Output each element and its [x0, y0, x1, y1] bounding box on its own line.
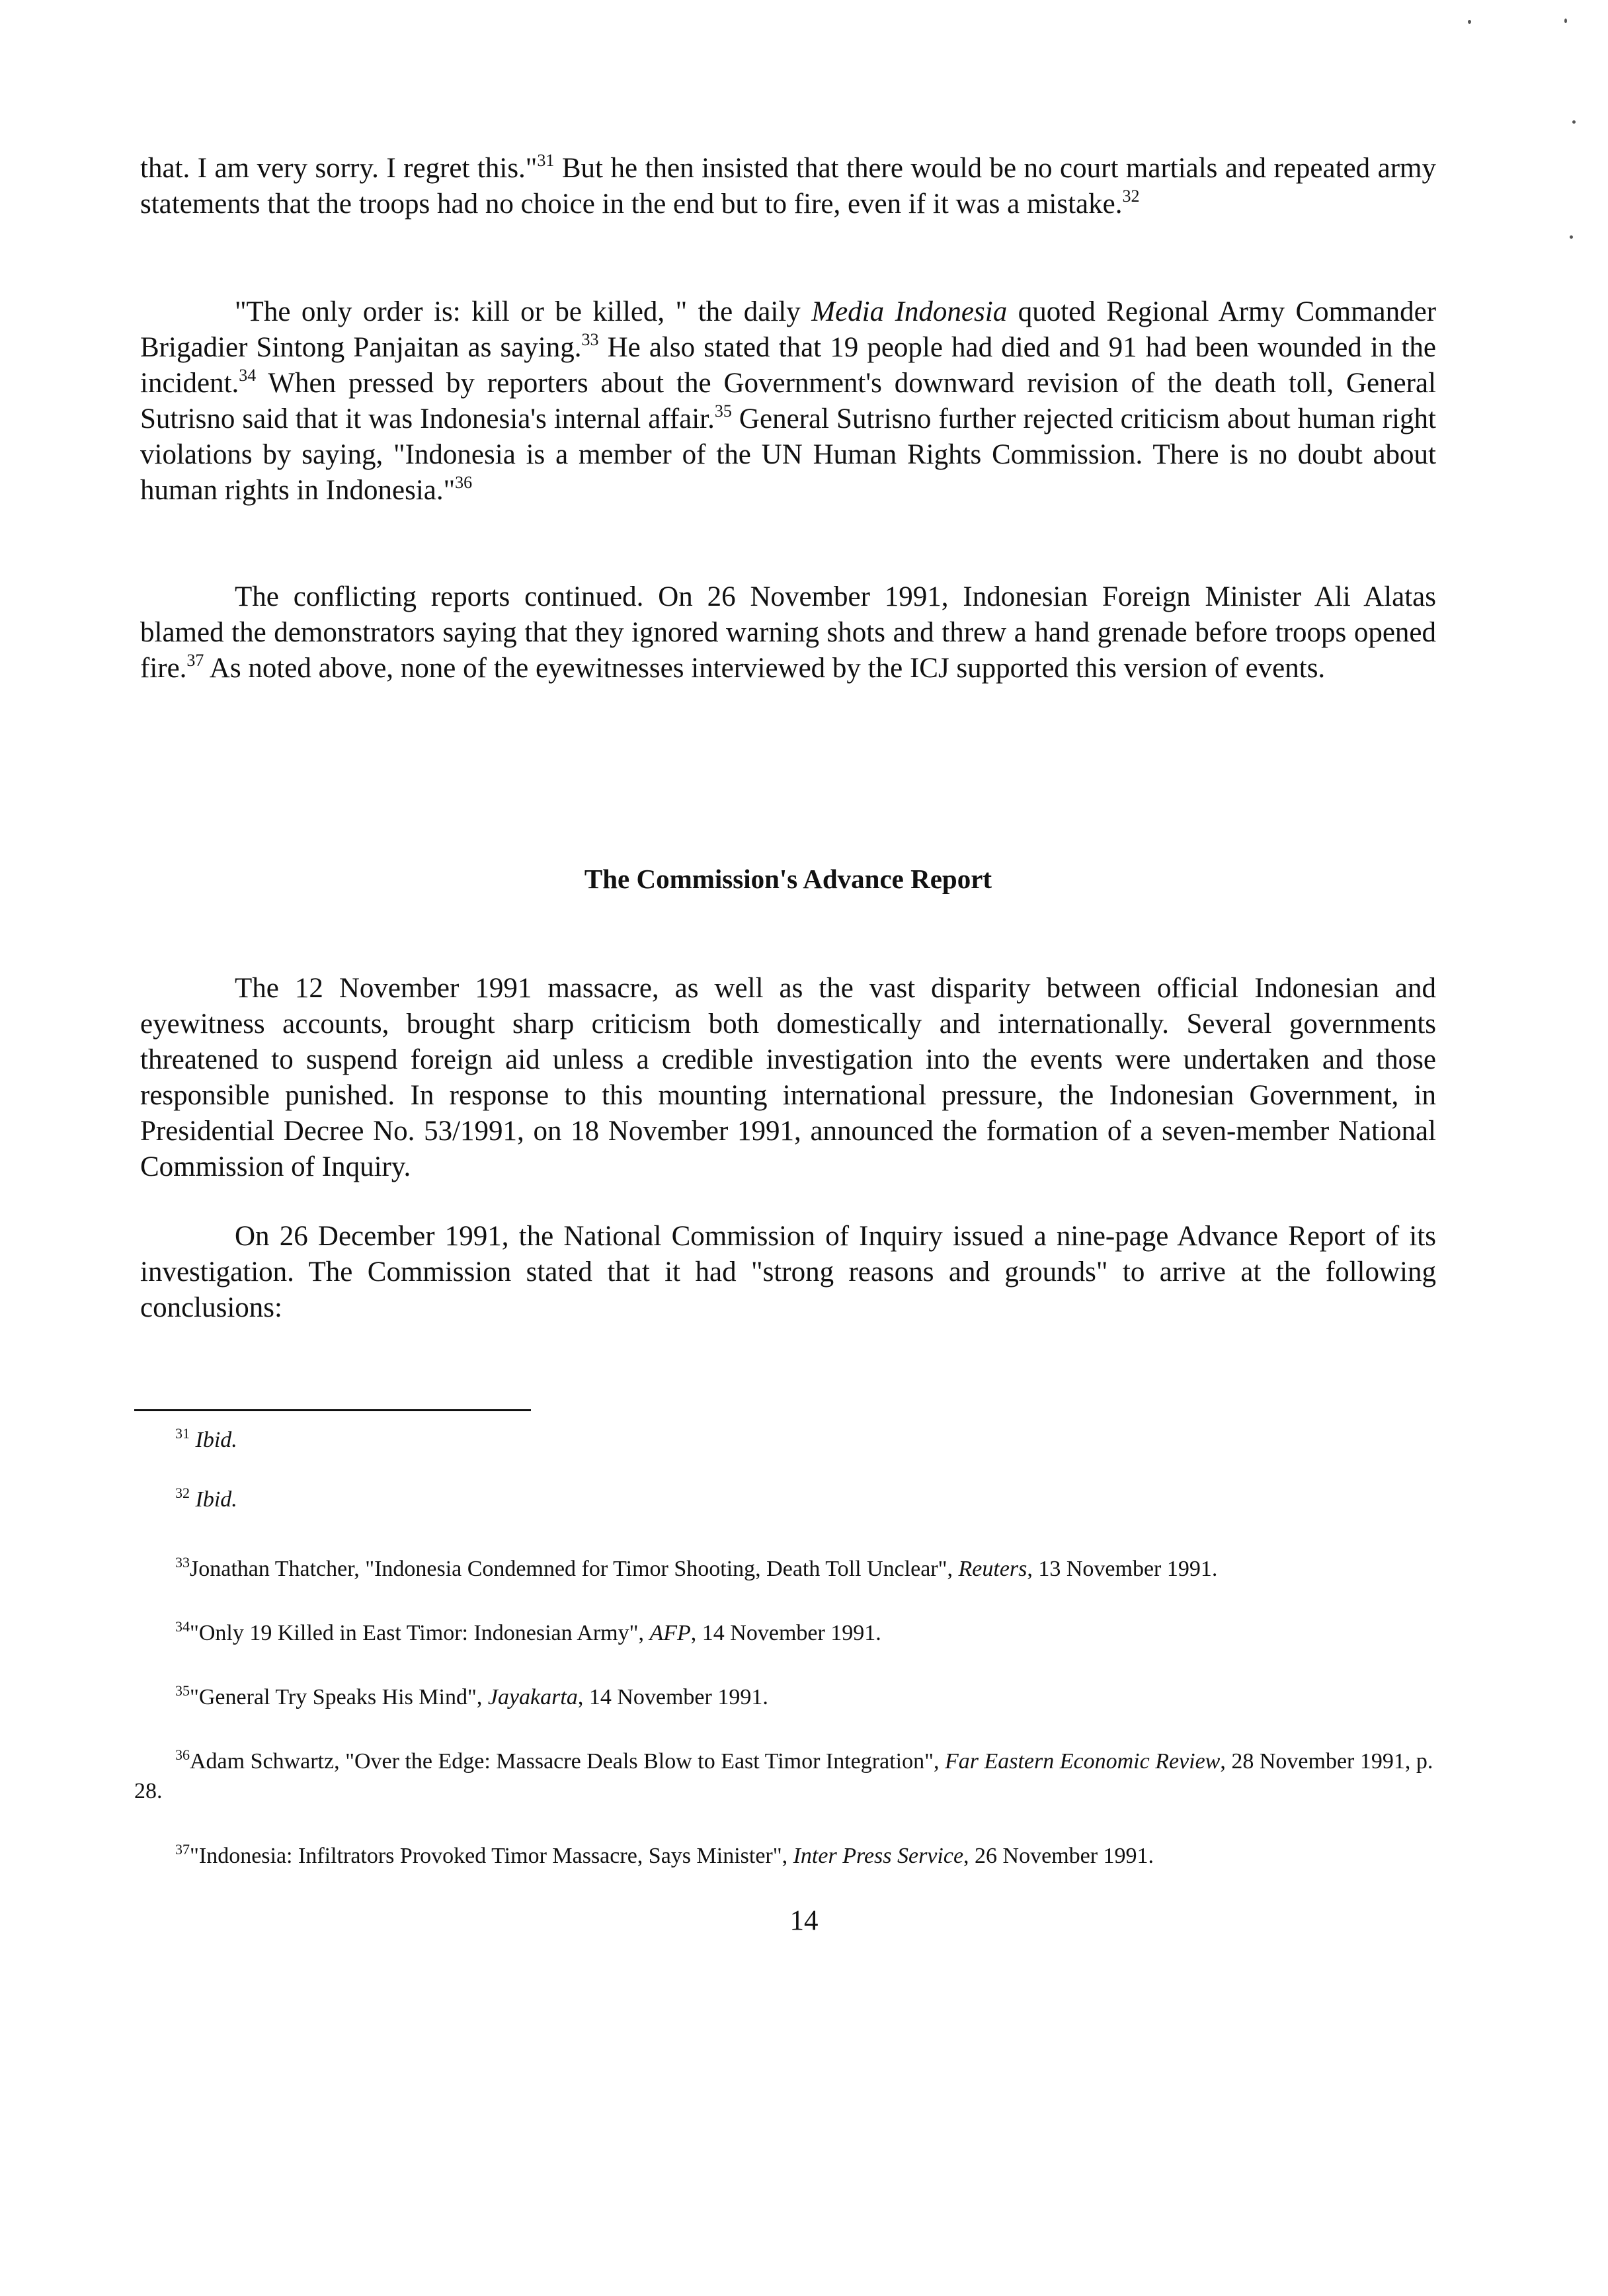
- footnote: [134, 1841, 1440, 1871]
- footnote-ref: 37: [175, 1841, 190, 1858]
- text-run: The conflicting reports continued. On 26 November 1991, Indonesian Foreign Minister Ali Alatas blamed the demonstrators saying that they ignored warning shots and threw a hand grenade before troops opened fire.: [140, 581, 1436, 684]
- footnote: [134, 1618, 1440, 1648]
- italic-title: Ibid.: [195, 1487, 237, 1512]
- text-run: quoted Regional Army Commander Brigadier Sintong Panjaitan as saying.: [140, 296, 1437, 363]
- body-paragraph: [140, 151, 1436, 222]
- footnote: [134, 1746, 1440, 1806]
- scan-speck: [1572, 120, 1576, 124]
- footnote-ref: 34: [175, 1618, 190, 1635]
- text-run: Jonathan Thatcher, "Indonesia Condemned for Timor Shooting, Death Toll Unclear",: [190, 1557, 959, 1581]
- text-run: "General Try Speaks His Mind",: [190, 1685, 488, 1709]
- italic-title: Ibid.: [195, 1428, 237, 1452]
- footnote-ref: 31: [175, 1425, 190, 1442]
- italic-title: Jayakarta: [487, 1685, 578, 1709]
- footnote-divider: [134, 1409, 531, 1411]
- body-paragraph: [140, 579, 1436, 686]
- footnote-ref: 36: [455, 473, 473, 492]
- text-run: Adam Schwartz, "Over the Edge: Massacre Deals Blow to East Timor Integration",: [190, 1749, 945, 1774]
- footnote-ref: 33: [581, 330, 599, 349]
- footnote: [134, 1554, 1440, 1584]
- footnote-ref: 35: [714, 401, 732, 421]
- text-run: , 28 November 1991, p. 28.: [134, 1749, 1433, 1803]
- text-run: "The only order is: kill or be killed, " the daily: [235, 296, 812, 327]
- footnote-ref: 31: [537, 151, 555, 170]
- text-run: General Sutrisno further rejected criticism about human right violations by saying, "Indonesia is a member of the UN Human Rights Commission. There is no doubt about human rights in Indonesia.": [140, 403, 1436, 506]
- text-run: , 13 November 1991.: [1027, 1557, 1218, 1581]
- text-run: As noted above, none of the eyewitnesses interviewed by the ICJ supported this version of events.: [204, 653, 1326, 684]
- footnote-ref: 32: [1122, 186, 1140, 206]
- body-paragraph: [140, 294, 1436, 509]
- italic-title: Media Indonesia: [811, 296, 1008, 327]
- text-run: , 14 November 1991.: [690, 1621, 881, 1645]
- text-run: The 12 November 1991 massacre, as well as the vast disparity between official Indonesian and eyewitness accounts, brought sharp criticism both domestically and internationally. Several governments threatened to suspend foreign aid unless a credible investigation into the events were undertaken and those responsible punished. In response to this mounting international pressure, the Indonesian Government, in Presidential Decree No. 53/1991, on 18 November 1991, announced the formation of a seven-member National Commission of Inquiry.: [140, 973, 1436, 1182]
- footnote-ref: 32: [175, 1485, 190, 1501]
- scan-speck: [1570, 235, 1573, 239]
- footnote-ref: 35: [175, 1682, 190, 1699]
- text-run: When pressed by reporters about the Government's downward revision of the death toll, General Sutrisno said that it was Indonesia's internal affair.: [140, 368, 1436, 434]
- footnote-ref: 33: [175, 1554, 190, 1571]
- section-heading: The Commission's Advance Report: [584, 864, 992, 894]
- footnote: [134, 1425, 1440, 1455]
- italic-title: Reuters: [958, 1557, 1027, 1581]
- body-paragraph: [140, 971, 1436, 1185]
- footnote-ref: 34: [239, 366, 257, 385]
- footnote-ref: 36: [175, 1746, 190, 1763]
- footnote: [134, 1485, 1440, 1514]
- text-run: He also stated that 19 people had died and 91 had been wounded in the incident.: [140, 332, 1436, 399]
- text-run: , 14 November 1991.: [577, 1685, 768, 1709]
- footnote: [134, 1682, 1440, 1712]
- body-paragraph: [140, 1219, 1436, 1326]
- scan-speck: [1468, 20, 1471, 24]
- text-run: On 26 December 1991, the National Commission of Inquiry issued a nine-page Advance Report of its investigation. The Commission stated that it had "strong reasons and grounds" to arrive at the following conclusions:: [140, 1221, 1436, 1323]
- page-number: 14: [789, 1905, 819, 1936]
- text-run: [190, 1428, 196, 1452]
- italic-title: AFP: [649, 1621, 691, 1645]
- text-run: that. I am very sorry. I regret this.": [140, 153, 538, 184]
- text-run: But he then insisted that there would be no court martials and repeated army statements that the troops had no choice in the end but to fire, even if it was a mistake.: [140, 153, 1436, 220]
- italic-title: Far Eastern Economic Review: [944, 1749, 1221, 1774]
- scan-speck: [1564, 19, 1567, 23]
- text-run: "Indonesia: Infiltrators Provoked Timor Massacre, Says Minister",: [190, 1844, 793, 1868]
- text-run: , 26 November 1991.: [963, 1844, 1154, 1868]
- text-run: [190, 1487, 196, 1512]
- italic-title: Inter Press Service: [793, 1844, 964, 1868]
- footnote-ref: 37: [186, 651, 204, 670]
- text-run: "Only 19 Killed in East Timor: Indonesian Army",: [190, 1621, 650, 1645]
